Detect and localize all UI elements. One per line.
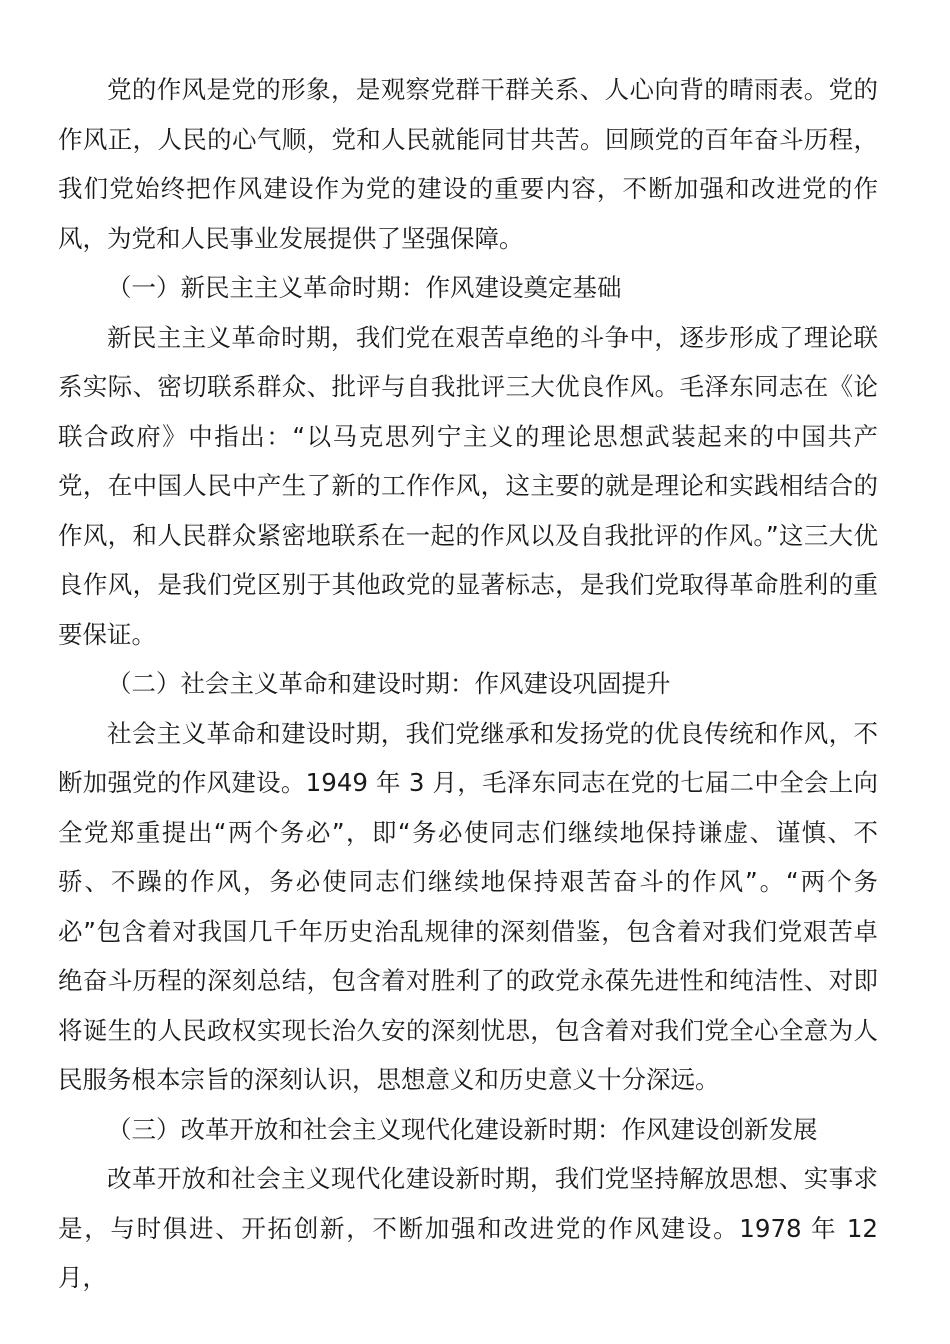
paragraph-section-2: 社会主义革命和建设时期，我们党继承和发扬党的优良传统和作风，不断加强党的作风建设。1949 年 3 月，毛泽东同志在党的七届二中全会上向全党郑重提出“两个务必”，即“务必使同志们继续地保持谦虚、谨慎、不骄、不躁的作风，务必使同志们继续地保持艰苦奋斗的作风”。“两个务必”包含着对我国几千年历史治乱规律的深刻借鉴，包含着对我们党艰苦卓绝奋斗历程的深刻总结，包含着对胜利了的政党永葆先进性和纯洁性、对即将诞生的人民政权实现长治久安的深刻忧思，包含着对我们党全心全意为人民服务根本宗旨的深刻认识，思想意义和历史意义十分深远。: [58, 718, 878, 1094]
paragraph-intro: 党的作风是党的形象，是观察党群干群关系、人心向背的晴雨表。党的作风正，人民的心气顺，党和人民就能同甘共苦。回顾党的百年奋斗历程，我们党始终把作风建设作为党的建设的重要内容，不断加强和改进党的作风，为党和人民事业发展提供了坚强保障。: [58, 75, 878, 253]
section-heading-1: （一）新民主主义革命时期：作风建设奠定基础: [107, 273, 622, 302]
paragraph-section-3: 改革开放和社会主义现代化建设新时期，我们党坚持解放思想、实事求是，与时俱进、开拓创新，不断加强和改进党的作风建设。1978 年 12 月，: [58, 1164, 878, 1292]
document-page: [58, 65, 878, 1303]
paragraph-section-1: 新民主主义革命时期，我们党在艰苦卓绝的斗争中，逐步形成了理论联系实际、密切联系群众、批评与自我批评三大优良作风。毛泽东同志在《论联合政府》中指出：“以马克思列宁主义的理论思想武装起来的中国共产党，在中国人民中产生了新的工作作风，这主要的就是理论和实践相结合的作风，和人民群众紧密地联系在一起的作风以及自我批评的作风。”这三大优良作风，是我们党区别于其他政党的显著标志，是我们党取得革命胜利的重要保证。: [58, 322, 878, 649]
section-heading-3: （三）改革开放和社会主义现代化建设新时期：作风建设创新发展: [107, 1114, 818, 1144]
section-heading-2: （二）社会主义革命和建设时期：作风建设巩固提升: [107, 669, 671, 698]
